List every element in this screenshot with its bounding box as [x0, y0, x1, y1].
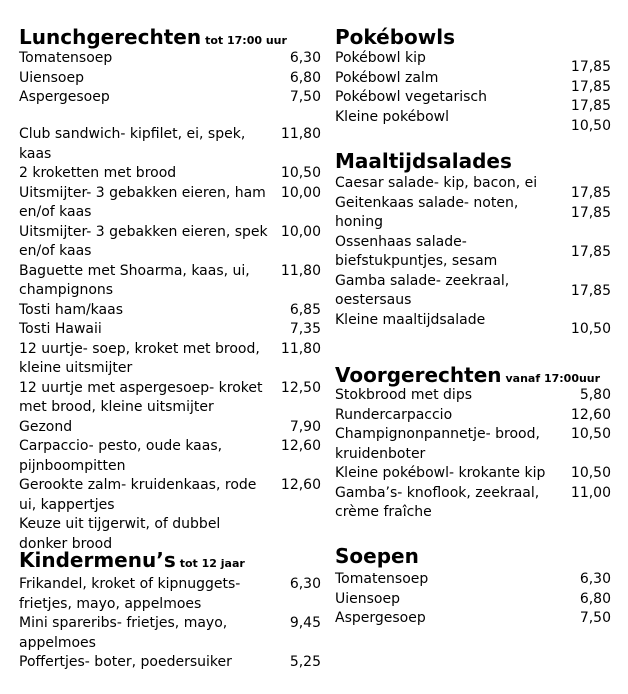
item-price: 6,80	[289, 69, 321, 86]
item-name: 12 uurtje met aspergesoep- kroket met brood, kleine uitsmijter	[19, 379, 263, 415]
menu-item	[19, 164, 321, 184]
poke-heading	[335, 24, 455, 50]
menu-item	[19, 476, 321, 515]
menu-item	[335, 590, 611, 610]
item-price: 17,85	[570, 282, 611, 299]
menu-item	[335, 311, 611, 337]
menu-item	[335, 464, 611, 484]
menu-item	[19, 437, 321, 476]
item-price: 7,50	[289, 89, 321, 105]
item-price: 12,50	[280, 379, 321, 396]
item-price: 5,25	[289, 654, 321, 670]
item-price: 11,80	[280, 340, 321, 357]
item-price: 7,90	[289, 418, 321, 435]
menu-item	[19, 88, 321, 108]
lunch-list	[19, 49, 321, 108]
item-price: 12,60	[280, 438, 321, 454]
item-name: Ossenhaas salade- biefstukpuntjes, sesam	[335, 233, 498, 269]
item-name: Kleine pokébowl	[335, 108, 449, 125]
item-name: Champignonpannetje- brood, kruidenboter	[335, 426, 540, 462]
menu-item	[19, 301, 321, 321]
kids-heading	[19, 547, 245, 577]
starters-list	[335, 386, 611, 523]
menu-item	[335, 69, 611, 95]
menu-item	[19, 418, 321, 438]
item-price: 12,60	[280, 477, 321, 493]
menu-item	[19, 125, 321, 164]
lunch-title: Lunchgerechten	[19, 25, 202, 49]
item-name: Aspergesoep	[335, 610, 426, 626]
item-name: Geitenkaas salade- noten, honing	[335, 194, 519, 230]
kids-list	[19, 575, 321, 673]
item-name: Club sandwich- kipfilet, ei, spek, kaas	[19, 126, 246, 162]
menu-item	[335, 49, 611, 75]
item-price: 17,85	[570, 243, 611, 260]
menu-item	[335, 272, 611, 311]
lunch-subtitle: tot 17:00 uur	[205, 34, 287, 47]
item-name: Carpaccio- pesto, oude kaas, pijnboompitten	[19, 438, 223, 474]
item-name: Uiensoep	[335, 590, 400, 607]
item-name: Gerookte zalm- kruidenkaas, rode ui, kappertjes	[19, 477, 257, 513]
item-price: 17,85	[570, 98, 611, 114]
starters-subtitle: vanaf 17:00uur	[505, 372, 601, 385]
item-price: 7,35	[289, 321, 321, 337]
item-name: Uiensoep	[19, 69, 84, 86]
item-name: Rundercarpaccio	[335, 406, 453, 423]
kids-title: Kindermenu’s	[19, 548, 176, 572]
menu-item	[19, 320, 321, 340]
item-price: 10,50	[570, 426, 611, 442]
item-name: Uitsmijter- 3 gebakken eieren, spek en/of kaas	[19, 223, 268, 259]
item-name: Baguette met Shoarma, kaas, ui, champignons	[19, 262, 250, 298]
item-price: 17,85	[570, 59, 611, 75]
item-name: Frikandel, kroket of kipnuggets- frietjes, mayo, appelmoes	[19, 576, 241, 612]
menu-item	[335, 194, 611, 233]
item-name: 12 uurtje- soep, kroket met brood, kleine uitsmijter	[19, 340, 260, 376]
item-name: Gamba’s- knoflook, zeekraal, crème fraîche	[335, 484, 540, 520]
item-name: Aspergesoep	[19, 89, 110, 105]
item-name: Kleine pokébowl- krokante kip	[335, 465, 546, 481]
item-name: Tomatensoep	[19, 50, 113, 66]
menu-item	[19, 262, 321, 301]
menu-item	[19, 69, 321, 89]
menu-item	[19, 340, 321, 379]
item-name: Poffertjes- boter, poedersuiker	[19, 654, 232, 670]
item-name: Tomatensoep	[335, 571, 429, 587]
item-price: 10,50	[570, 465, 611, 481]
item-name: Pokébowl vegetarisch	[335, 89, 487, 105]
menu-item	[19, 379, 321, 418]
item-price: 10,00	[280, 223, 321, 240]
salads-title: Maaltijdsalades	[335, 149, 512, 173]
item-price: 6,30	[289, 50, 321, 66]
item-price: 11,80	[280, 262, 321, 279]
soups-list	[335, 570, 611, 629]
item-name: Mini spareribs- frietjes, mayo, appelmoes	[19, 615, 228, 651]
menu-item	[19, 49, 321, 69]
item-name: Keuze uit tijgerwit, of dubbel donker brood	[19, 516, 221, 552]
menu-item	[335, 609, 611, 629]
item-name: Tosti ham/kaas	[19, 301, 123, 318]
item-price: 12,60	[570, 406, 611, 423]
item-name: Stokbrood met dips	[335, 387, 472, 403]
item-name: 2 kroketten met brood	[19, 165, 177, 181]
item-price: 10,50	[570, 320, 611, 337]
salads-heading	[335, 148, 512, 174]
item-name: Uitsmijter- 3 gebakken eieren, ham en/of kaas	[19, 184, 266, 220]
item-name: Gamba salade- zeekraal, oestersaus	[335, 272, 510, 308]
item-price: 17,85	[570, 185, 611, 201]
menu-item	[335, 570, 611, 590]
soups-heading	[335, 543, 419, 569]
item-name: Pokébowl zalm	[335, 69, 439, 86]
menu-item	[19, 614, 321, 653]
menu-item	[19, 653, 321, 673]
menu-item	[335, 386, 611, 406]
item-price: 9,45	[289, 615, 321, 631]
menu-item	[335, 174, 611, 201]
menu-item	[335, 425, 611, 464]
item-name: Kleine maaltijdsalade	[335, 311, 486, 328]
lunch-list-main	[19, 125, 321, 554]
item-name: Gezond	[19, 418, 73, 435]
item-price: 10,50	[570, 117, 611, 134]
menu-item	[335, 406, 611, 426]
menu-item	[19, 184, 321, 223]
starters-title: Voorgerechten	[335, 363, 502, 387]
item-name: Tosti Hawaii	[19, 321, 102, 337]
salads-list	[335, 174, 611, 337]
menu-item	[335, 233, 611, 272]
item-price: 7,50	[579, 610, 611, 626]
poke-list	[335, 49, 611, 134]
item-price: 17,85	[570, 78, 611, 95]
item-price: 6,30	[289, 576, 321, 592]
soups-title: Soepen	[335, 544, 419, 568]
menu-item	[335, 484, 611, 523]
item-price: 6,30	[579, 571, 611, 587]
menu-item	[19, 575, 321, 614]
item-price: 10,50	[280, 165, 321, 181]
item-price: 6,85	[289, 301, 321, 318]
item-name: Pokébowl kip	[335, 50, 426, 66]
item-price: 17,85	[570, 204, 611, 221]
item-price: 11,00	[570, 484, 611, 501]
menu-item	[19, 223, 321, 262]
item-price: 11,80	[280, 126, 321, 142]
kids-subtitle: tot 12 jaar	[179, 557, 245, 570]
item-price: 10,00	[280, 184, 321, 201]
menu-item	[335, 88, 611, 114]
menu-item	[335, 108, 611, 134]
item-price: 6,80	[579, 590, 611, 607]
item-price: 5,80	[579, 387, 611, 403]
poke-title: Pokébowls	[335, 25, 456, 49]
item-name: Caesar salade- kip, bacon, ei	[335, 175, 538, 191]
